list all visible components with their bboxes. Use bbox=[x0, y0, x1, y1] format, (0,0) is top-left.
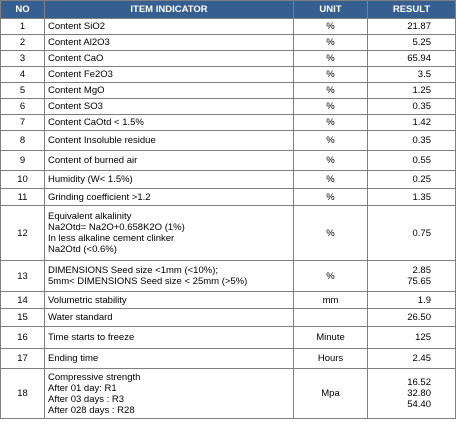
row-unit bbox=[294, 309, 368, 327]
row-result: 0.35 bbox=[368, 99, 456, 115]
row-result: 2.45 bbox=[368, 349, 456, 369]
row-result: 1.42 bbox=[368, 115, 456, 131]
row-no: 3 bbox=[1, 51, 45, 67]
row-unit: % bbox=[294, 131, 368, 151]
table-row bbox=[1, 369, 456, 419]
table-row bbox=[1, 99, 456, 115]
header-item-indicator: ITEM INDICATOR bbox=[45, 1, 294, 19]
row-no: 14 bbox=[1, 292, 45, 309]
row-no: 7 bbox=[1, 115, 45, 131]
row-indicator: Compressive strength After 01 day: R1 After 03 days : R3 After 028 days : R28 bbox=[45, 369, 294, 419]
row-result: 3.5 bbox=[368, 67, 456, 83]
row-unit: % bbox=[294, 151, 368, 171]
row-unit: Minute bbox=[294, 327, 368, 349]
row-indicator: Content of burned air bbox=[45, 151, 294, 171]
row-result: 125 bbox=[368, 327, 456, 349]
row-indicator: Content Insoluble residue bbox=[45, 131, 294, 151]
row-no: 4 bbox=[1, 67, 45, 83]
row-result: 1.35 bbox=[368, 189, 456, 206]
table-row bbox=[1, 171, 456, 189]
table-row bbox=[1, 309, 456, 327]
row-result: 21.87 bbox=[368, 19, 456, 35]
row-indicator: Content CaOtd < 1.5% bbox=[45, 115, 294, 131]
row-unit: Hours bbox=[294, 349, 368, 369]
row-unit: % bbox=[294, 83, 368, 99]
row-result: 1.25 bbox=[368, 83, 456, 99]
row-no: 9 bbox=[1, 151, 45, 171]
row-unit: % bbox=[294, 35, 368, 51]
row-no: 2 bbox=[1, 35, 45, 51]
row-no: 15 bbox=[1, 309, 45, 327]
table-row bbox=[1, 327, 456, 349]
table-row bbox=[1, 151, 456, 171]
table-row bbox=[1, 189, 456, 206]
row-indicator: Content SiO2 bbox=[45, 19, 294, 35]
header-result: RESULT bbox=[368, 1, 456, 19]
table-header-row bbox=[1, 1, 456, 19]
row-result: 0.35 bbox=[368, 131, 456, 151]
row-result: 65.94 bbox=[368, 51, 456, 67]
row-unit: % bbox=[294, 99, 368, 115]
row-no: 11 bbox=[1, 189, 45, 206]
table-row bbox=[1, 206, 456, 261]
row-unit: % bbox=[294, 206, 368, 261]
row-no: 12 bbox=[1, 206, 45, 261]
row-indicator: DIMENSIONS Seed size <1mm (<10%); 5mm< DIMENSIONS Seed size < 25mm (>5%) bbox=[45, 261, 294, 292]
row-unit: % bbox=[294, 19, 368, 35]
table-row bbox=[1, 349, 456, 369]
header-unit: UNIT bbox=[294, 1, 368, 19]
table-row bbox=[1, 19, 456, 35]
table-row bbox=[1, 261, 456, 292]
table-row bbox=[1, 67, 456, 83]
table-row bbox=[1, 292, 456, 309]
row-result: 2.85 75.65 bbox=[368, 261, 456, 292]
table-row bbox=[1, 51, 456, 67]
row-indicator: Time starts to freeze bbox=[45, 327, 294, 349]
table-row bbox=[1, 35, 456, 51]
row-indicator: Ending time bbox=[45, 349, 294, 369]
row-result: 0.75 bbox=[368, 206, 456, 261]
row-indicator: Content SO3 bbox=[45, 99, 294, 115]
row-unit: % bbox=[294, 189, 368, 206]
row-unit: % bbox=[294, 261, 368, 292]
row-no: 10 bbox=[1, 171, 45, 189]
row-no: 18 bbox=[1, 369, 45, 419]
row-indicator: Equivalent alkalinity Na2Otd= Na2O+0.658K2O (1%) In less alkaline cement clinker Na2Otd (<0.6%) bbox=[45, 206, 294, 261]
row-no: 17 bbox=[1, 349, 45, 369]
table-row bbox=[1, 115, 456, 131]
row-no: 1 bbox=[1, 19, 45, 35]
row-unit: Mpa bbox=[294, 369, 368, 419]
row-indicator: Grinding coefficient >1.2 bbox=[45, 189, 294, 206]
row-unit: % bbox=[294, 51, 368, 67]
row-no: 8 bbox=[1, 131, 45, 151]
row-no: 13 bbox=[1, 261, 45, 292]
row-no: 5 bbox=[1, 83, 45, 99]
row-no: 6 bbox=[1, 99, 45, 115]
row-unit: % bbox=[294, 67, 368, 83]
row-result: 0.25 bbox=[368, 171, 456, 189]
row-unit: mm bbox=[294, 292, 368, 309]
table-row bbox=[1, 83, 456, 99]
row-indicator: Water standard bbox=[45, 309, 294, 327]
row-unit: % bbox=[294, 115, 368, 131]
row-result: 5.25 bbox=[368, 35, 456, 51]
row-result: 16.52 32.80 54.40 bbox=[368, 369, 456, 419]
header-no: NO bbox=[1, 1, 45, 19]
row-indicator: Content Fe2O3 bbox=[45, 67, 294, 83]
row-result: 1.9 bbox=[368, 292, 456, 309]
row-indicator: Content MgO bbox=[45, 83, 294, 99]
row-result: 26.50 bbox=[368, 309, 456, 327]
row-indicator: Content CaO bbox=[45, 51, 294, 67]
row-indicator: Volumetric stability bbox=[45, 292, 294, 309]
row-result: 0.55 bbox=[368, 151, 456, 171]
row-no: 16 bbox=[1, 327, 45, 349]
row-indicator: Content Al2O3 bbox=[45, 35, 294, 51]
row-unit: % bbox=[294, 171, 368, 189]
table-row bbox=[1, 131, 456, 151]
row-indicator: Humidity (W< 1.5%) bbox=[45, 171, 294, 189]
